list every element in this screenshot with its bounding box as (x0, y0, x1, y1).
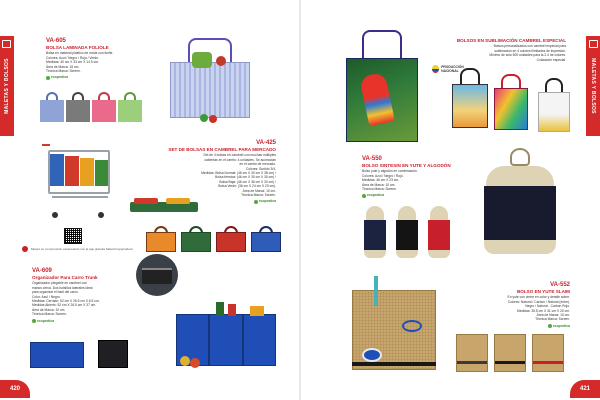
leaf-icon (362, 194, 366, 198)
parrot-bag-image (346, 30, 418, 142)
set-bag-red (216, 226, 246, 252)
product-detail: Colores: Azul / Negro / Rojo / Verde. (46, 55, 99, 60)
product-va550 (362, 156, 472, 198)
eco-label: ecoprotica (37, 318, 55, 323)
product-detail: Medidas Abierto: 52 cm X 26.5 cm X 37 cm. (32, 303, 97, 308)
product-code: VA-609 (32, 268, 52, 274)
bag-body (216, 232, 246, 252)
trunk-detail-photo (136, 254, 178, 296)
leaf-icon (548, 324, 552, 328)
bag-body (538, 92, 570, 132)
jute-variant-natural (456, 334, 488, 372)
product-code: VA-550 (362, 156, 382, 162)
folded-bag-orange (166, 198, 190, 204)
sublimation-bag-beach (452, 68, 488, 128)
drawstring-loop (510, 148, 530, 166)
duffel-bag-image (480, 148, 560, 258)
product-detail: Área de Marca: 10 cm. (32, 307, 66, 312)
duffel-bottom (484, 240, 556, 254)
eco-badge (548, 324, 570, 328)
pencil-image (374, 276, 378, 306)
fruit-image (180, 356, 190, 366)
cart-bag-green (95, 160, 108, 186)
product-detail: Set de 4 bolsas en cambrel con muchas múltiples (203, 153, 276, 158)
bag-variant-green (118, 92, 142, 122)
bag-variant-blue (40, 92, 64, 122)
product-va552 (460, 282, 570, 328)
bag-body (251, 232, 281, 252)
trunk-organizer-image (170, 300, 282, 372)
eco-badge (254, 199, 276, 203)
shopping-cart-image (38, 144, 118, 228)
jute-variant-carbon (494, 334, 526, 372)
set-bag-blue (251, 226, 281, 252)
duffel-body (364, 220, 386, 250)
bag-body (40, 100, 64, 122)
trunk-organizer-closeup (142, 268, 172, 284)
product-detail: Negro / Natural - Carbon Rojo. (525, 304, 570, 309)
product-detail: en el carrito de mercado. (239, 162, 276, 167)
duffel-variant-red (426, 206, 452, 260)
cart-bag-blue (50, 154, 64, 186)
product-name: SET DE BOLSAS EN CAMBREL PARA MERCADO (168, 147, 276, 152)
duffel-top (398, 206, 416, 220)
category-tab-label: MALETAS Y BOLSOS (4, 58, 11, 114)
flag-icon (432, 65, 439, 73)
set-bag-green (181, 226, 211, 252)
leaf-icon (32, 319, 36, 323)
product-detail: Área de Marca: 10 cm. (362, 182, 396, 187)
product-code: VA-552 (550, 282, 570, 288)
product-detail: En yute con cierre en color y detalle sobre. (507, 295, 570, 300)
bag-body (181, 232, 211, 252)
product-detail: Medidas: Cerrado: 52 cm X 26.5 cm X 6.5 cm. (32, 299, 100, 304)
jute-variant-red (532, 334, 564, 372)
bag-body (146, 232, 176, 252)
duffel-body (484, 186, 556, 244)
leaf-icon (254, 200, 258, 204)
organizer-divider (242, 314, 244, 366)
product-detail: Colores: Surtido 3/4. (245, 166, 276, 171)
product-cambrel-sublimation (420, 38, 566, 62)
tape-image (362, 348, 382, 362)
bag-body (92, 100, 116, 122)
duffel-body (428, 220, 450, 250)
groceries-image (250, 306, 264, 316)
set-bag-orange (146, 226, 176, 252)
duffel-body (396, 220, 418, 250)
product-detail: Técnica Marca: Screen. (32, 312, 67, 317)
wheel-icon (98, 212, 104, 218)
fruit-image (190, 358, 200, 368)
bag-body (118, 100, 142, 122)
cart-bag-red (65, 156, 79, 186)
folded-bag-red (134, 198, 158, 204)
zipper-strip (457, 361, 487, 364)
product-va425 (158, 140, 276, 204)
duffel-bottom (364, 250, 386, 258)
product-detail: Técnica Marca: Screen. (46, 69, 81, 74)
organizer-divider (208, 314, 210, 366)
bag-body (494, 88, 528, 130)
zipper-strip (495, 361, 525, 364)
eco-badge (362, 193, 384, 197)
wheel-icon (52, 212, 58, 218)
product-detail: Técnica Marca: Screen. (241, 193, 276, 198)
product-detail: Medidas: Bolsa Normal: (46 cm X 30 cm X 38 cm) / (201, 171, 276, 176)
product-name: Organizador Para Carro Trunk (32, 275, 98, 280)
duffel-variant-navy (362, 206, 388, 260)
qr-code-icon[interactable] (64, 228, 82, 244)
category-tab-right[interactable] (586, 36, 600, 136)
eco-label: ecoprotica (51, 75, 69, 80)
duffel-top (430, 206, 448, 220)
product-detail: Bolso yute y algodón en combinación. (362, 169, 418, 174)
product-detail: Área de Marca: 10 cm. (242, 188, 276, 193)
bottle-image (216, 302, 224, 316)
page-gutter (299, 0, 301, 400)
bag-variant-red (92, 92, 116, 122)
bag-body (66, 100, 90, 122)
red-apple-image (209, 115, 217, 123)
info-icon (22, 246, 28, 252)
duffel-bottom (428, 250, 450, 258)
product-detail: Mínimo de solo 500 unidades para la 2.4 de colores. (489, 53, 566, 58)
product-detail: Técnica Marca: Screen. (535, 317, 570, 322)
product-name: BOLSA LAMINADA FOLIOLE (46, 45, 109, 50)
product-detail: Bolsa en material plástico de moda con fuelle. (46, 51, 114, 56)
duffel-top (366, 206, 384, 220)
qr-note: Mejore su comprensión escaneando con la app gratuita Salam/tr.app/codecs (31, 247, 133, 251)
eco-badge (46, 75, 68, 79)
duffel-variant-black (394, 206, 420, 260)
product-detail: Medidas: 46 cm X 23 cm. (362, 178, 400, 183)
product-detail: Área de Marca: 10 cm. (536, 313, 570, 318)
product-name: BOLSO SINTESIN EN YUTE Y ALGODÓN (362, 163, 451, 168)
product-va609 (32, 268, 132, 323)
eco-badge (32, 319, 54, 323)
product-detail: Bolsa Baja: (46 cm X 36 cm X 20 cm) / (219, 179, 276, 184)
striped-bag-image (170, 38, 250, 118)
product-detail: Cotización especial. (536, 57, 566, 62)
cart-base (52, 196, 108, 198)
organizer-variant-blue (30, 342, 84, 368)
product-name: BOLSOS EN SUBLIMACIÓN CAMBREL ESPECIAL (456, 38, 566, 43)
product-detail: Medidas: 40 cm X 33 cm X 14.5 cm. (46, 60, 99, 65)
cart-handle (42, 144, 50, 146)
product-code: VA-605 (46, 38, 66, 44)
product-detail: Técnica Marca: Screen. (362, 187, 397, 192)
bottle-image (228, 304, 236, 316)
product-detail: Bolsa térmica: (46 cm X 30 cm X 30 cm) / (215, 175, 276, 180)
sublimation-bag-white (538, 78, 570, 132)
zipper-strip (533, 361, 563, 364)
product-detail: Color: Azul / Negro. (32, 294, 61, 299)
product-detail: para organizar el baúl del carro. (32, 290, 79, 295)
bag-body (452, 84, 488, 128)
eco-label: ecoprotica (258, 199, 276, 204)
eco-label: ecoprotica (367, 193, 385, 198)
suitcase-icon (2, 40, 11, 48)
product-detail: Colores: Natural / Carbon / Natural (entre). (507, 299, 570, 304)
product-name: BOLSO EN YUTE SLAIM (516, 289, 570, 294)
category-tab-left[interactable] (0, 36, 14, 136)
product-detail: manos cerca. Dos bolsillos laterales ideal (32, 285, 93, 290)
leaf-icon (46, 76, 50, 80)
product-va605 (46, 38, 141, 80)
duffel-bottom (396, 250, 418, 258)
cart-bag-orange (80, 158, 94, 186)
zipper-strip (352, 362, 436, 366)
badge-label: PRODUCCIÓN NACIONAL (441, 65, 464, 73)
eco-label: ecoprotica (552, 323, 570, 328)
bag-body (170, 62, 250, 118)
page-number-left: 420 (0, 380, 30, 398)
product-code: VA-425 (256, 140, 276, 146)
product-detail: Medidas: 35.5 cm X 31 cm X 20 cm. (517, 308, 570, 313)
page-number-right: 421 (570, 380, 600, 398)
vegetables-image (192, 52, 212, 68)
bag-variant-black (66, 92, 90, 122)
suitcase-icon (589, 40, 598, 48)
apple-image (216, 56, 226, 66)
product-detail: Organizador plegable en cambrel con (32, 281, 87, 286)
product-detail: sublimación en 4 colores ilimitados de impresión. (494, 48, 566, 53)
scissors-image (402, 320, 422, 332)
duffel-top (486, 166, 554, 186)
category-tab-label: MALETAS Y BOLSOS (590, 58, 597, 114)
product-detail: Bolsos personalizados con cambrel especial para (493, 44, 566, 49)
jute-bag-image (348, 276, 440, 372)
organizer-variant-black (98, 340, 128, 368)
folded-bag-set-image (130, 196, 200, 218)
sublimation-bag-feathers (494, 74, 528, 130)
product-detail: Bolsa Verde: (36 cm X 24 cm X 20 cm). (218, 184, 276, 189)
product-detail: cabiertas en el carrito: 4 unidades. Se acomodan (204, 157, 276, 162)
product-detail: Colores: Azul / Negro / Rojo. (362, 173, 404, 178)
green-apple-image (200, 114, 208, 122)
product-detail: Área de Marca: 15 cm. (46, 64, 80, 69)
